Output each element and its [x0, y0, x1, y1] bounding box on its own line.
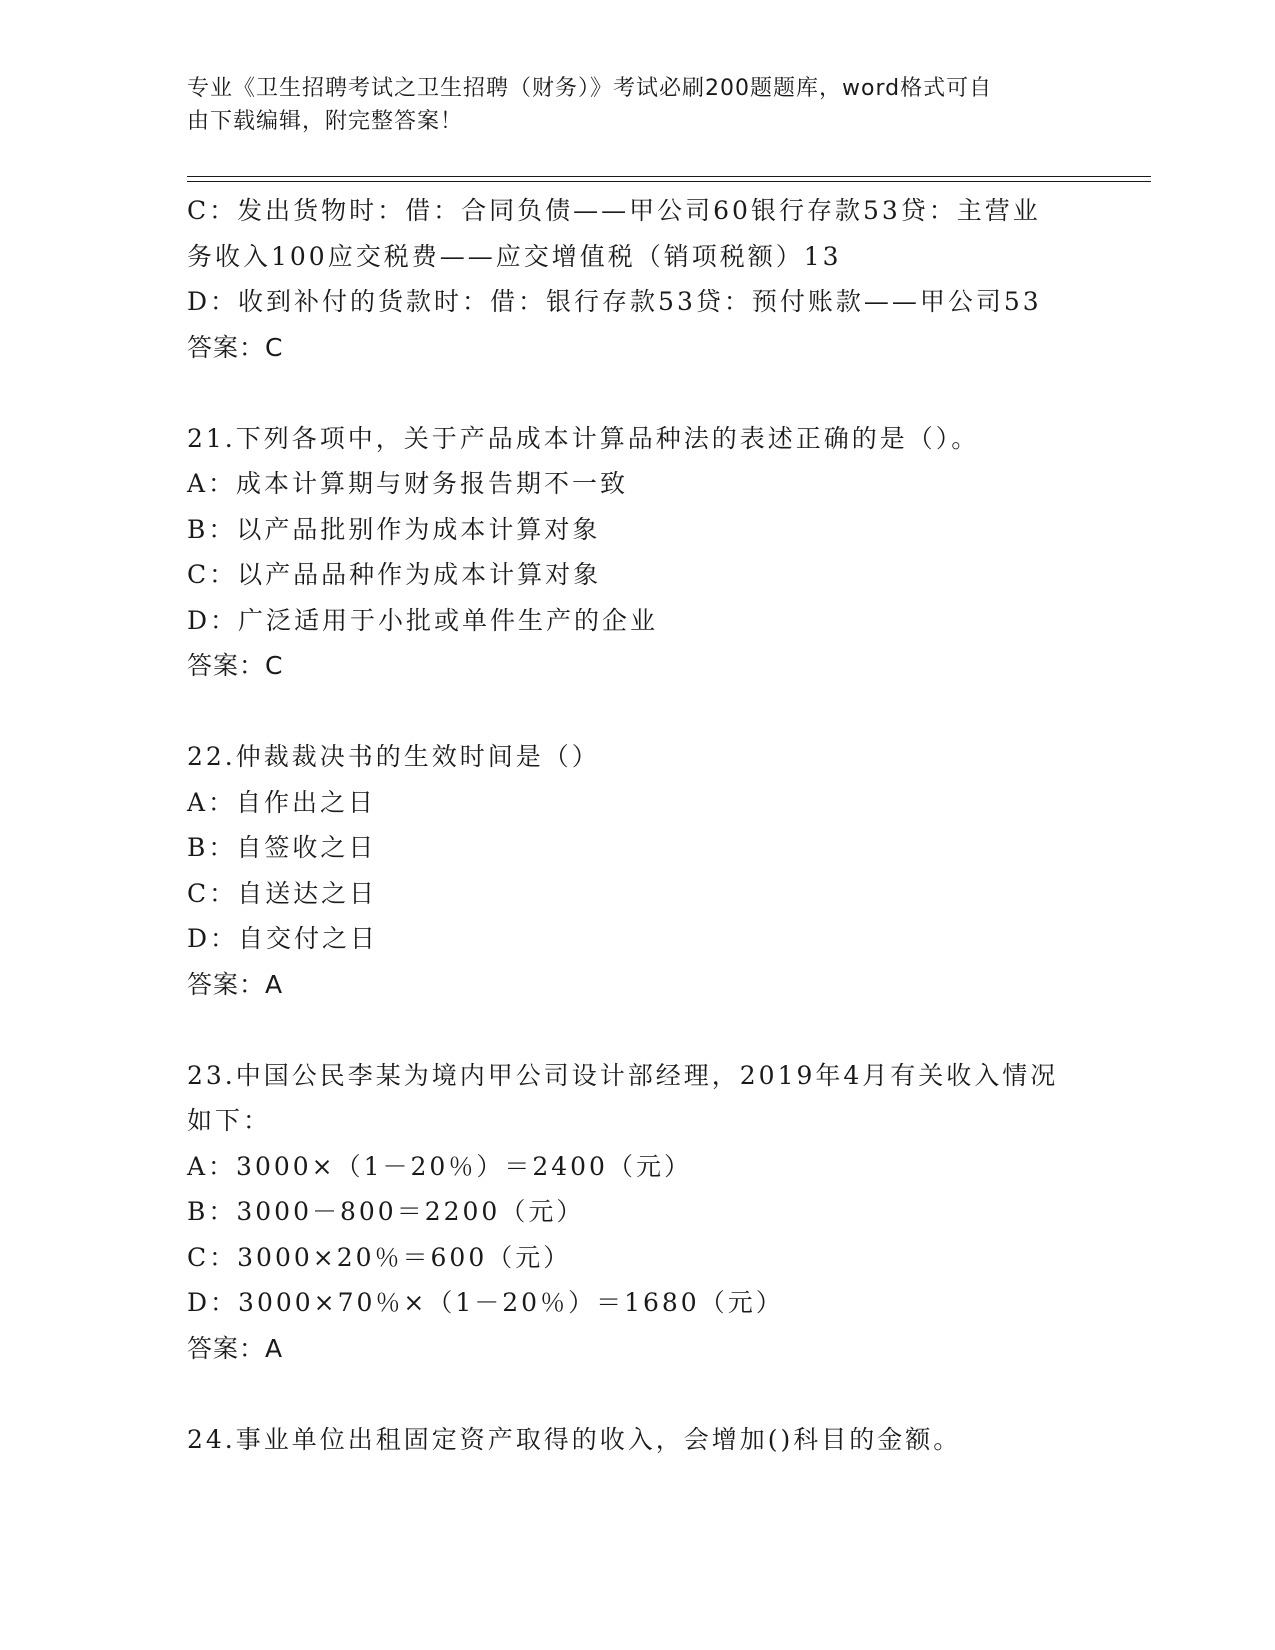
- option-a: A：3000×（1－20％）＝2400（元）: [187, 1151, 692, 1181]
- option-d: D：3000×70％×（1－20％）＝1680（元）: [187, 1288, 784, 1317]
- answer: 答案：A: [187, 1333, 284, 1363]
- option-b: B：以产品批别作为成本计算对象: [187, 514, 601, 544]
- question-21: [187, 416, 1087, 689]
- question-24: [187, 1417, 1087, 1463]
- question-20-continuation: [187, 188, 1087, 370]
- header-divider-top: [187, 176, 1151, 177]
- spacer: [187, 1371, 1087, 1417]
- option-c: C：发出货物时：借：合同负债——甲公司60银行存款53贷：主营业: [187, 196, 1041, 225]
- option-a: A：成本计算期与财务报告期不一致: [187, 469, 629, 498]
- question-stem: 21.下列各项中，关于产品成本计算品种法的表述正确的是（）。: [187, 423, 980, 453]
- option-d: D：收到补付的货款时：借：银行存款53贷：预付账款——甲公司53: [187, 287, 1042, 316]
- question-list: [187, 188, 1087, 1462]
- spacer: [187, 1007, 1087, 1053]
- question-stem: 24.事业单位出租固定资产取得的收入，会增加()科目的金额。: [187, 1424, 962, 1454]
- option-a: A：自作出之日: [187, 787, 377, 817]
- option-c: C：3000×20％＝600（元）: [187, 1242, 572, 1272]
- option-d: D：自交付之日: [187, 924, 379, 953]
- question-stem: 22.仲裁裁决书的生效时间是（）: [187, 742, 600, 771]
- answer: 答案：C: [187, 651, 284, 680]
- option-c: C：以产品品种作为成本计算对象: [187, 560, 602, 589]
- question-23: [187, 1053, 1087, 1372]
- spacer: [187, 689, 1087, 735]
- question-stem-continued: 如下：: [187, 1106, 272, 1135]
- question-stem: 23.中国公民李某为境内甲公司设计部经理，2019年4月有关收入情况: [187, 1060, 1059, 1090]
- document-header: [187, 72, 1067, 138]
- header-line-2: 由下载编辑，附完整答案！: [187, 109, 464, 134]
- header-line-1: 专业《卫生招聘考试之卫生招聘（财务）》考试必刷200题题库，word格式可自: [187, 76, 993, 101]
- answer: 答案：A: [187, 969, 284, 999]
- option-b: B：自签收之日: [187, 833, 377, 862]
- option-c-continued: 务收入100应交税费——应交增值税（销项税额）13: [187, 241, 842, 271]
- answer: 答案：C: [187, 332, 284, 362]
- option-b: B：3000－800＝2200（元）: [187, 1197, 585, 1226]
- header-divider-bottom: [187, 181, 1151, 182]
- question-22: [187, 734, 1087, 1007]
- option-c: C：自送达之日: [187, 878, 378, 908]
- spacer: [187, 370, 1087, 416]
- option-d: D：广泛适用于小批或单件生产的企业: [187, 605, 659, 635]
